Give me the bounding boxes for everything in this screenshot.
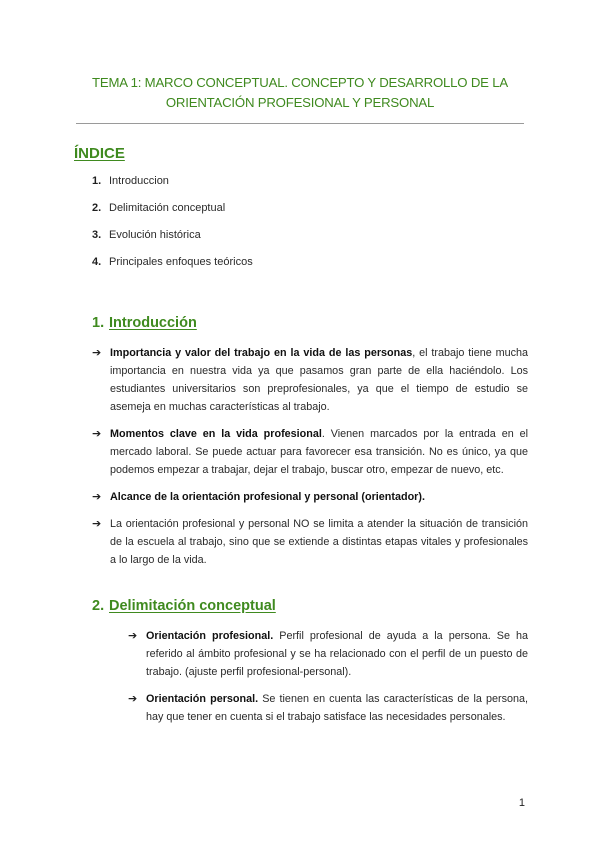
bullet-bold-text: Alcance de la orientación profesional y personal (orientador). — [110, 491, 425, 503]
bullet-text: La orientación profesional y personal NO se limita a atender la situación de transición de la escuela al trabajo, sino que se extiende a distintas etapas vitales y profesionales a lo largo de la vida. — [110, 518, 528, 566]
bullet-text: , el trabajo tiene mucha importancia en nuestra vida ya que pasamos gran parte de ella haciéndolo. Los estudiantes universitarios son preprofesionales, ya que el tiempo de estudio se asemeja en muchas características al trabajo. — [110, 347, 528, 413]
bullet-item — [92, 488, 528, 506]
bullet-item — [92, 515, 528, 569]
arrow-right-icon: ➔ — [128, 630, 138, 642]
section-1-bullets — [92, 344, 528, 569]
arrow-right-icon: ➔ — [92, 518, 102, 530]
index-item-number: 2. — [92, 202, 102, 214]
document-title-line-2: ORIENTACIÓN PROFESIONAL Y PERSONAL — [165, 95, 435, 110]
section-2-heading — [92, 598, 276, 614]
bullet-bold-text: Orientación personal. — [146, 693, 259, 705]
bullet-text: Perfil profesional de ayuda a la persona. Se ha referido al ámbito profesional y se ha relacionado con el perfil de un puesto de trabajo. (ajuste perfil profesional-personal). — [146, 630, 528, 678]
index-item-4 — [92, 256, 253, 283]
bullet-item — [128, 690, 528, 726]
page-number: 1 — [518, 797, 525, 809]
bullet-text: . Vienen marcados por la entrada en el mercado laboral. Se puede actuar para favorecer esa transición. No es único, ya que podemos empezar a trabajar, dejar el trabajo, buscar otro, empezar de nuevo, etc. — [110, 428, 528, 476]
section-number: 1. — [92, 315, 105, 331]
arrow-right-icon: ➔ — [92, 491, 102, 503]
bullet-item — [92, 425, 528, 479]
index-item-label: Evolución histórica — [109, 229, 201, 241]
arrow-right-icon: ➔ — [92, 347, 102, 359]
document-title-line-1: TEMA 1: MARCO CONCEPTUAL. CONCEPTO Y DESARROLLO DE LA — [92, 75, 508, 90]
section-2-bullets — [128, 627, 528, 726]
index-list — [92, 175, 253, 283]
index-item-label: Introduccion — [109, 175, 169, 187]
bullet-item — [128, 627, 528, 681]
bullet-text: Se tienen en cuenta las características de la persona, hay que tener en cuenta si el trabajo satisface las necesidades personales. — [146, 693, 528, 723]
index-item-number: 3. — [92, 229, 102, 241]
index-item-label: Principales enfoques teóricos — [109, 256, 253, 268]
bullet-bold-text: Importancia y valor del trabajo en la vida de las personas — [110, 347, 413, 359]
index-heading: ÍNDICE — [74, 145, 125, 162]
bullet-item — [92, 344, 528, 416]
index-item-1 — [92, 175, 253, 202]
section-title: Delimitación conceptual — [109, 598, 276, 614]
arrow-right-icon: ➔ — [92, 428, 102, 440]
index-item-2 — [92, 202, 253, 229]
index-item-label: Delimitación conceptual — [109, 202, 226, 214]
document-title — [60, 73, 540, 113]
index-item-number: 1. — [92, 175, 102, 187]
bullet-bold-text: Orientación profesional. — [146, 630, 274, 642]
arrow-right-icon: ➔ — [128, 693, 138, 705]
bullet-bold-text: Momentos clave en la vida profesional — [110, 428, 322, 440]
section-1-heading — [92, 315, 197, 331]
index-item-number: 4. — [92, 256, 102, 268]
section-number: 2. — [92, 598, 105, 614]
index-item-3 — [92, 229, 253, 256]
section-title: Introducción — [109, 315, 197, 331]
title-divider — [76, 123, 524, 124]
